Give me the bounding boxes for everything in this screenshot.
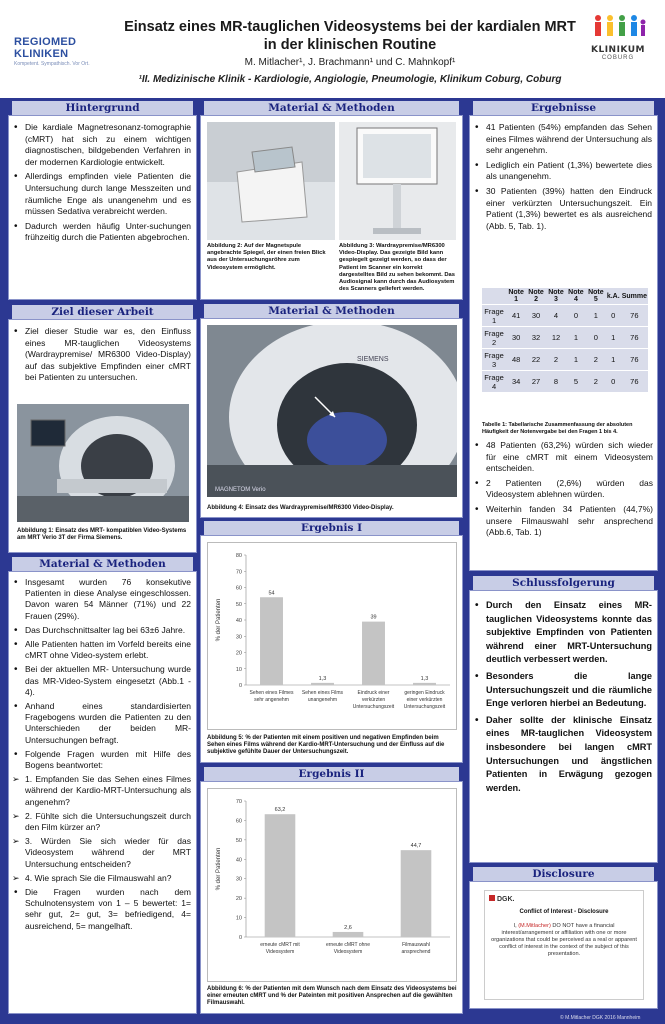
bar	[362, 622, 385, 685]
y-tick-label: 30	[235, 876, 242, 883]
table-row	[482, 305, 648, 327]
chart-1-svg	[208, 543, 458, 731]
y-tick-label: 50	[235, 837, 242, 844]
ergebnis2-heading: Ergebnis II	[204, 767, 459, 781]
table-header-cell: Note 5	[586, 288, 606, 305]
ergebnis2-box	[200, 781, 463, 1014]
hintergrund-item: • Allerdings empfinden viele Patienten die Untersuchung durch lange Messzeiten und räumliche Enge als unangenehm und es müssen Sedativa verabreicht werden.	[12, 171, 191, 217]
dgk-logo-text: DGK.	[497, 896, 515, 903]
figure-6-caption: Abbildung 6: % der Patienten mit dem Wunsch nach dem Einsatz des Videosystems bei einer erneuten cMRT und % der Pateinten mit positiven Ansprechen auf die gewählten Filmauswahl.	[207, 986, 457, 1007]
scanner-brand-label: SIEMENS	[357, 356, 389, 363]
table-row-label: Frage 3	[482, 349, 506, 371]
table-row-label: Frage 2	[482, 327, 506, 349]
disclosure-text-post: DO NOT have a financial interest/arrangement or affiliation with one or more organizations that could be perceived as a real or apparent conflict of interest in the context of the subject of this presentation.	[491, 923, 637, 957]
bar	[311, 683, 334, 685]
table-cell: 76	[621, 305, 648, 327]
category-label: Sehen eines Films	[301, 690, 344, 696]
hintergrund-item: • Dadurch werden häufig Unter-suchungen frühzeitig durch die Patienten abgebrochen.	[12, 221, 191, 244]
table-cell: 12	[546, 327, 566, 349]
bar	[265, 814, 296, 937]
table-cell: 2	[546, 349, 566, 371]
table-cell: 0	[606, 305, 621, 327]
footer-credit: © M.Mitlacher DGK 2016 Mannheim	[560, 1015, 641, 1021]
table-header-cell: Note 1	[506, 288, 526, 305]
category-label: Filmauswahl	[402, 942, 430, 948]
bar	[413, 683, 436, 685]
methoden-final-item: • Die Fragen wurden nach dem Schulnotensystem von 1 – 5 bewertet: 1= sehr gut, 2= gut, 3= befriedigend, 4= ausreichend, 5= mangelhaft.	[12, 887, 191, 932]
ergebnisse-box	[469, 115, 658, 571]
table-cell: 30	[526, 305, 546, 327]
table-row-label: Frage 4	[482, 371, 506, 393]
figure-4-scanner-photo	[207, 325, 457, 497]
coburg-text: COBURG	[601, 55, 635, 61]
question-item: ➢ 3. Würden Sie sich wieder für das Videosystem während der MRT Untersuchung entscheiden?	[12, 836, 191, 870]
table-cell: 22	[526, 349, 546, 371]
results-table	[482, 288, 648, 393]
figure-1-mrt-photo	[17, 404, 189, 522]
figure-5-caption: Abbildung 5: % der Patienten mit einem positiven und negativen Empfinden beim Sehen eines Films während der Kardio-MRT-Untersuchung und der Einfluss auf die subjektive gefühlte Dauer der Untersuchungszeit.	[207, 735, 445, 756]
table-cell: 2	[586, 371, 606, 393]
ergebnis1-heading: Ergebnis I	[204, 521, 459, 535]
question-item: ➢ 4. Wie sprach Sie die Filmauswahl an?	[12, 873, 191, 884]
category-label: Sehen eines Filmes	[249, 690, 294, 696]
bar	[333, 932, 364, 937]
regiomed-slogan: Kompetent. Sympathisch. Vor Ort.	[14, 61, 90, 67]
title-line-1: Einsatz eines MR-tauglichen Videosystems bei der kardialen MRT	[124, 19, 576, 35]
bar-value-label: 1,3	[420, 675, 429, 682]
schluss-list	[473, 599, 652, 795]
figure-3-caption: Abbildung 3: Wardraypremise/MR6300 Video-Display. Das gezeigte Bild kann gespiegelt gezeigt werden, so dass der Patient im Scanner ein korrekt dargestelltes Bild zu sehen bekommt. Das Audiosignal kann durch das Audiosystem des Scanners geliefert werden.	[339, 243, 455, 293]
table-header-cell: Summe	[621, 288, 648, 305]
methoden-left-heading: Material & Methoden	[12, 557, 193, 571]
methoden-list	[12, 577, 191, 932]
ergebnisse-item: • 48 Patienten (63,2%) würden sich wieder für eine cMRT mit einem Videosystem entscheiden.	[473, 440, 653, 475]
regiomed-logo-text: REGIOMED KLINIKEN	[14, 36, 77, 60]
methoden-item: • Anhand eines standardisierten Fragebogens wurden die Patienten zu den Unterschieden der beiden MR-Untersuchungen befragt.	[12, 701, 191, 746]
y-tick-label: 20	[235, 650, 242, 657]
y-tick-label: 40	[235, 618, 242, 624]
table-cell: 27	[526, 371, 546, 393]
schluss-item: • Durch den Einsatz eines MR-tauglichen Videosystems konnte das subjektive Empfinden von Patienten während einer MRT-Untersuchung deutlich verbessert werden.	[473, 599, 652, 667]
category-label: Videosystem	[333, 949, 363, 955]
table-cell: 41	[506, 305, 526, 327]
scanner-model-label: MAGNETOM Verio	[215, 487, 266, 493]
title-line-2: in der klinischen Routine	[263, 37, 437, 53]
y-tick-label: 80	[235, 553, 242, 559]
figure-2-caption: Abbildung 2: Auf der Magnetspule angebrachte Spiegel, der einen freien Blick aus der Untersuchungsröhre zum Videosystem ermöglicht.	[207, 243, 326, 271]
klinikum-coburg-logo	[588, 12, 648, 61]
category-label: Videosystem	[265, 949, 295, 955]
methoden-mid1-heading: Material & Methoden	[204, 101, 459, 115]
ergebnisse-item: • 30 Patienten (39%) hatten den Eindruck einer verkürzten Untersuchungszeit. Ein Patient (1,3%) bewertet es als ausreichend (Abb. 5, Tab. 1).	[473, 186, 652, 232]
table-header-cell	[482, 288, 506, 305]
table-cell: 0	[566, 305, 586, 327]
y-axis-label: % der Patienten	[216, 598, 222, 642]
question-item: ➢ 2. Fühlte sich die Untersuchungszeit durch den Film kürzer an?	[12, 811, 191, 833]
y-tick-label: 70	[235, 799, 242, 805]
table-row	[482, 327, 648, 349]
category-label: Untersuchungszeit	[352, 704, 395, 710]
methoden-item: • Bei der aktuellen MR- Untersuchung wurde das MR-Video-System eingesetzt (Abb.1 - 4).	[12, 664, 191, 698]
mrt-scanner-image	[17, 404, 189, 522]
table-cell: 30	[506, 327, 526, 349]
schluss-heading: Schlussfolgerung	[473, 576, 654, 590]
y-tick-label: 50	[235, 601, 242, 608]
chart-2	[207, 788, 457, 982]
table-row	[482, 371, 648, 393]
ziel-heading: Ziel dieser Arbeit	[12, 305, 193, 319]
category-label: Eindruck einer	[357, 690, 390, 696]
methoden-mid1-box	[200, 115, 463, 300]
table-cell: 2	[586, 349, 606, 371]
question-item: ➢ 1. Empfanden Sie das Sehen eines Filmes während der Kardio-MRT-Untersuchung als angenehm?	[12, 774, 191, 808]
hintergrund-heading: Hintergrund	[12, 101, 193, 115]
disclosure-box	[469, 881, 658, 1009]
hintergrund-box	[8, 115, 197, 300]
ergebnisse-item: • Weiterhin fanden 34 Patienten (44,7%) unsere Filmauswahl sehr ansprechend (Abb.6, Tab. 1)	[473, 504, 653, 539]
y-tick-label: 0	[238, 683, 242, 689]
methoden-item: • Alle Patienten hatten im Vorfeld bereits eine cMRT ohne Video-system erlebt.	[12, 639, 191, 661]
table-cell: 32	[526, 327, 546, 349]
table-header-cell: Note 2	[526, 288, 546, 305]
poster-header	[0, 0, 665, 98]
dgk-logo	[489, 895, 639, 903]
schluss-item: • Besonders die lange Untersuchungszeit und die räumliche Enge verloren hierbei an Bedeutung.	[473, 670, 652, 711]
category-label: sehr angenehm	[254, 697, 289, 703]
y-tick-label: 70	[235, 569, 242, 576]
bar-value-label: 1,3	[318, 675, 327, 682]
table-cell: 1	[566, 349, 586, 371]
table-header-cell: k.A.	[606, 288, 621, 305]
table-cell: 76	[621, 349, 648, 371]
ergebnisse-item: • 41 Patienten (54%) empfanden das Sehen eines Filmes während der Untersuchung als sehr angenehm.	[473, 122, 652, 157]
category-label: einer verkürzten	[406, 697, 443, 703]
bar-value-label: 2,6	[344, 924, 352, 931]
schluss-item: • Daher sollte der klinische Einsatz eines MR-tauglichen Videosystem insbesondere bei langen cMRT Untersuchungen und ängstlichen Patienten in Erwägung gezogen werden.	[473, 714, 652, 796]
table-cell: 4	[546, 305, 566, 327]
table-cell: 76	[621, 327, 648, 349]
table-header-cell: Note 3	[546, 288, 566, 305]
chart-2-svg	[208, 789, 458, 983]
klinikum-text: KLINIKUM	[590, 45, 646, 55]
table-cell: 8	[546, 371, 566, 393]
y-tick-label: 10	[235, 915, 242, 922]
category-label: ansprechend	[401, 949, 431, 955]
figure-1-caption: Abbildung 1: Einsatz des MRT- kompatiblen Video-Systems am MRT Verio 3T der Firma Siemens.	[17, 528, 187, 542]
y-tick-label: 30	[235, 634, 242, 641]
disclosure-text	[489, 923, 639, 958]
figure-4-caption: Abbildung 4: Einsatz des Wardraypremise/MR6300 Video-Display.	[207, 505, 394, 511]
schluss-box	[469, 590, 658, 863]
methoden-item: • Insgesamt wurden 76 konsekutive Patienten in diese Analyse eingeschlossen. Davon waren 54 Männer (71%) und 22 Frauen (29%).	[12, 577, 191, 622]
category-label: geringen Eindruck	[404, 690, 445, 696]
ergebnisse-heading: Ergebnisse	[473, 101, 654, 115]
y-tick-label: 0	[238, 935, 242, 941]
category-label: Untersuchungszeit	[403, 704, 446, 710]
figure-2-mirror-photo	[207, 122, 335, 240]
ziel-list	[12, 326, 191, 384]
table-header-row	[482, 288, 648, 305]
methoden-item: • Folgende Fragen wurden mit Hilfe des Bogens beantwortet:	[12, 749, 191, 771]
ergebnisse-item: • Lediglich ein Patient (1,3%) bewertete dies als unangenehm.	[473, 160, 652, 183]
methoden-left-box	[8, 571, 197, 1014]
table-cell: 1	[586, 305, 606, 327]
video-display-image	[339, 122, 456, 240]
chart-1	[207, 542, 457, 730]
table-cell: 5	[566, 371, 586, 393]
ziel-box	[8, 319, 197, 553]
y-tick-label: 40	[235, 857, 242, 864]
disclosure-heading: Disclosure	[473, 867, 654, 881]
y-axis-label: % der Patienten	[216, 847, 222, 891]
hintergrund-item: • Die kardiale Magnetresonanz-tomographie (cMRT) hat sich zu einem wichtigen diagnostischen, bildgebenden Verfahren in der modernen Kardiologie entwickelt.	[12, 122, 191, 168]
bar-value-label: 54	[268, 590, 275, 597]
bar	[401, 850, 432, 937]
dgk-logo-icon	[489, 895, 495, 901]
table-header-cell: Note 4	[566, 288, 586, 305]
bar-value-label: 63,2	[274, 807, 286, 814]
bar	[260, 597, 283, 685]
bar-value-label: 44,7	[410, 843, 422, 850]
patient-in-scanner-image	[207, 325, 457, 497]
table-cell: 34	[506, 371, 526, 393]
table-cell: 76	[621, 371, 648, 393]
table-cell: 1	[566, 327, 586, 349]
ergebnisse-item: • 2 Patienten (2,6%) würden das Videosystem ablehnen würden.	[473, 478, 653, 501]
table-cell: 0	[586, 327, 606, 349]
ergebnis1-box	[200, 535, 463, 763]
table-row-label: Frage 1	[482, 305, 506, 327]
methoden-item: • Das Durchschnittsalter lag bei 63±6 Jahre.	[12, 625, 191, 636]
bar-value-label: 39	[370, 614, 377, 621]
category-label: erneute cMRT mit	[260, 942, 300, 948]
table-cell: 0	[606, 371, 621, 393]
table-cell: 1	[606, 327, 621, 349]
disclosure-title: Conflict of Interest - Disclosure	[519, 909, 609, 915]
poster-title	[120, 18, 580, 54]
y-tick-label: 60	[235, 818, 242, 825]
disclosure-name: (M.Mitlacher)	[518, 923, 551, 929]
ergebnisse-list-2	[473, 440, 653, 542]
category-label: verkürzten	[361, 697, 386, 703]
affiliation: ¹II. Medizinische Klinik - Kardiologie, Angiologie, Pneumologie, Klinikum Coburg, Coburg	[138, 74, 562, 85]
ergebnisse-list	[473, 122, 652, 232]
figure-3-display-photo	[339, 122, 456, 240]
y-tick-label: 20	[235, 896, 242, 903]
table-cell: 1	[606, 349, 621, 371]
table-row	[482, 349, 648, 371]
people-figures-icon	[588, 12, 648, 40]
disclosure-text-pre: I,	[513, 923, 517, 929]
ziel-item: • Ziel dieser Studie war es, den Einfluss eines MR-tauglichen Videosystems (Wardraypremise/ MR6300 Video-Display) auf das subjektive Empfinden einer cMRT bei Patienten zu untersuchen.	[12, 326, 191, 384]
category-label: unangenehm	[307, 697, 338, 703]
hintergrund-list	[12, 122, 191, 244]
table-cell: 48	[506, 349, 526, 371]
category-label: erneute cMRT ohne	[325, 942, 371, 948]
methoden-mid2-heading: Material & Methoden	[204, 304, 459, 318]
y-tick-label: 10	[235, 666, 242, 673]
regiomed-logo	[14, 36, 114, 67]
methoden-mid2-box	[200, 318, 463, 518]
y-tick-label: 60	[235, 585, 242, 592]
disclosure-slide	[484, 890, 644, 1000]
table-1-caption: Tabelle 1: Tabellarische Zusammenfassung der absoluten Häufigkeit der Notenvergabe bei den Fragen 1 bis 4.	[482, 422, 633, 436]
coil-mirror-image	[207, 122, 335, 240]
authors: M. Mitlacher¹, J. Brachmann¹ und C. Mahnkopf¹	[244, 57, 456, 68]
